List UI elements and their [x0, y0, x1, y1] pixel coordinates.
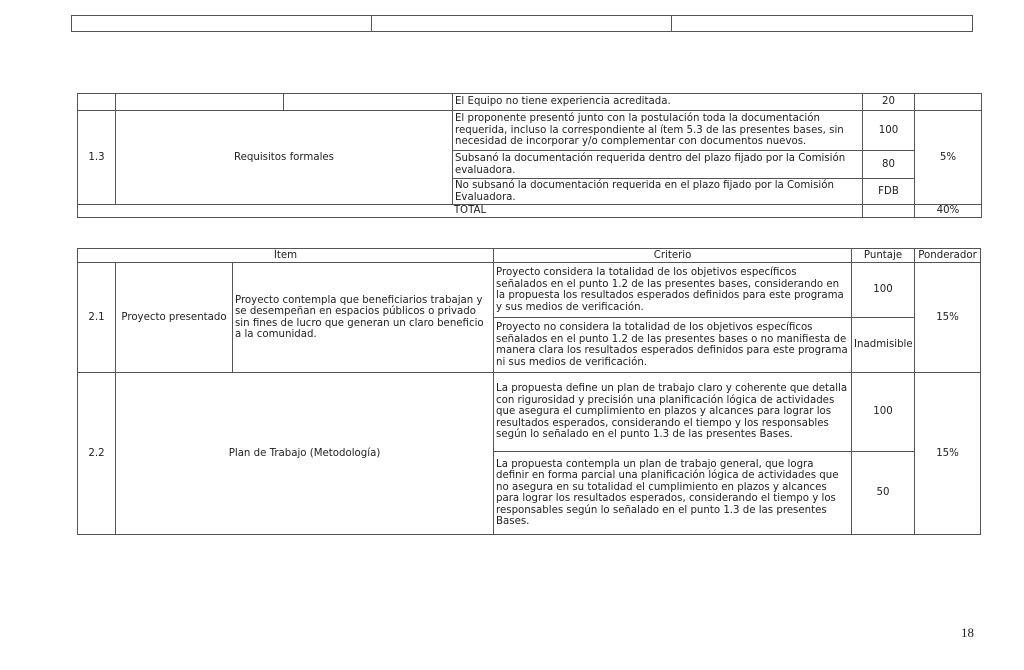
table-row: [78, 111, 982, 151]
puntaje-cell: 80: [863, 151, 915, 179]
table-row: [78, 94, 982, 111]
ponderador-cell: 15%: [915, 373, 981, 535]
item-name: Plan de Trabajo (Metodología): [116, 373, 494, 535]
table-cell: [372, 16, 672, 32]
ponderador-cell: 15%: [915, 263, 981, 373]
total-label: TOTAL: [78, 205, 863, 218]
header-ponderador: Ponderador: [915, 249, 981, 263]
puntaje-cell: 100: [852, 373, 915, 452]
evaluation-table-2: [77, 248, 981, 535]
puntaje-cell: 100: [852, 263, 915, 318]
table-row: [78, 373, 981, 452]
top-table: [71, 15, 973, 32]
item-name: Proyecto presentado: [116, 263, 233, 373]
criterio-cell: Subsanó la documentación requerida dentro del plazo fijado por la Comisión evaluadora.: [453, 151, 863, 179]
page-number: 18: [961, 625, 974, 640]
puntaje-cell: Inadmisible: [852, 318, 915, 373]
puntaje-cell: FDB: [863, 179, 915, 205]
criterio-cell: Proyecto no considera la totalidad de los objetivos específicos señalados en el punto 1.2 de las presentes bases o no manifiesta de manera clara los resultados esperados definidos para este programa ni sus medios de verificación.: [494, 318, 852, 373]
criterio-cell: El Equipo no tiene experiencia acreditada.: [453, 94, 863, 111]
header-item: Ítem: [78, 249, 494, 263]
item-number: 2.2: [78, 373, 116, 535]
ponderador-cell: 5%: [915, 111, 982, 205]
table-row: [78, 263, 981, 318]
item-description: Proyecto contempla que beneficiarios trabajan y se desempeñan en espacios públicos o privado sin fines de lucro que generan un claro beneficio a la comunidad.: [233, 263, 494, 373]
puntaje-cell: 100: [863, 111, 915, 151]
header-criterio: Criterio: [494, 249, 852, 263]
criterio-cell: La propuesta define un plan de trabajo claro y coherente que detalla con rigurosidad y precisión una planificación lógica de actividades que asegura el cumplimiento en plazos y alcances para lograr los resultados esperados, considerando el tiempo y los responsables según lo señalado en el punto 1.3 de las presentes Bases.: [494, 373, 852, 452]
criterio-cell: La propuesta contempla un plan de trabajo general, que logra definir en forma parcial una planificación lógica de actividades que no asegura en su totalidad el cumplimiento en plazos y alcances para lograr los resultados esperados, considerando el tiempo y los responsables según lo señalado en el punto 1.3 de las presentes Bases.: [494, 452, 852, 535]
evaluation-table-1: [77, 93, 982, 218]
header-puntaje: Puntaje: [852, 249, 915, 263]
table-row: [72, 16, 973, 32]
criterio-cell: Proyecto considera la totalidad de los objetivos específicos señalados en el punto 1.2 de las presentes bases, considerando en la propuesta los resultados esperados definidos para este programa y sus medios de verificación.: [494, 263, 852, 318]
criterio-cell: No subsanó la documentación requerida en el plazo fijado por la Comisión Evaluadora.: [453, 179, 863, 205]
criterio-cell: El proponente presentó junto con la postulación toda la documentación requerida, incluso la correspondiente al ítem 5.3 de las presentes bases, sin necesidad de incorporar y/o complementar con documentos nuevos.: [453, 111, 863, 151]
total-value: 40%: [915, 205, 982, 218]
table-cell: [72, 16, 372, 32]
table-cell: [672, 16, 973, 32]
item-name: Requisitos formales: [116, 111, 453, 205]
item-number: 2.1: [78, 263, 116, 373]
header-row: [78, 249, 981, 263]
item-number: 1.3: [78, 111, 116, 205]
puntaje-cell: 20: [863, 94, 915, 111]
total-row: [78, 205, 982, 218]
puntaje-cell: 50: [852, 452, 915, 535]
